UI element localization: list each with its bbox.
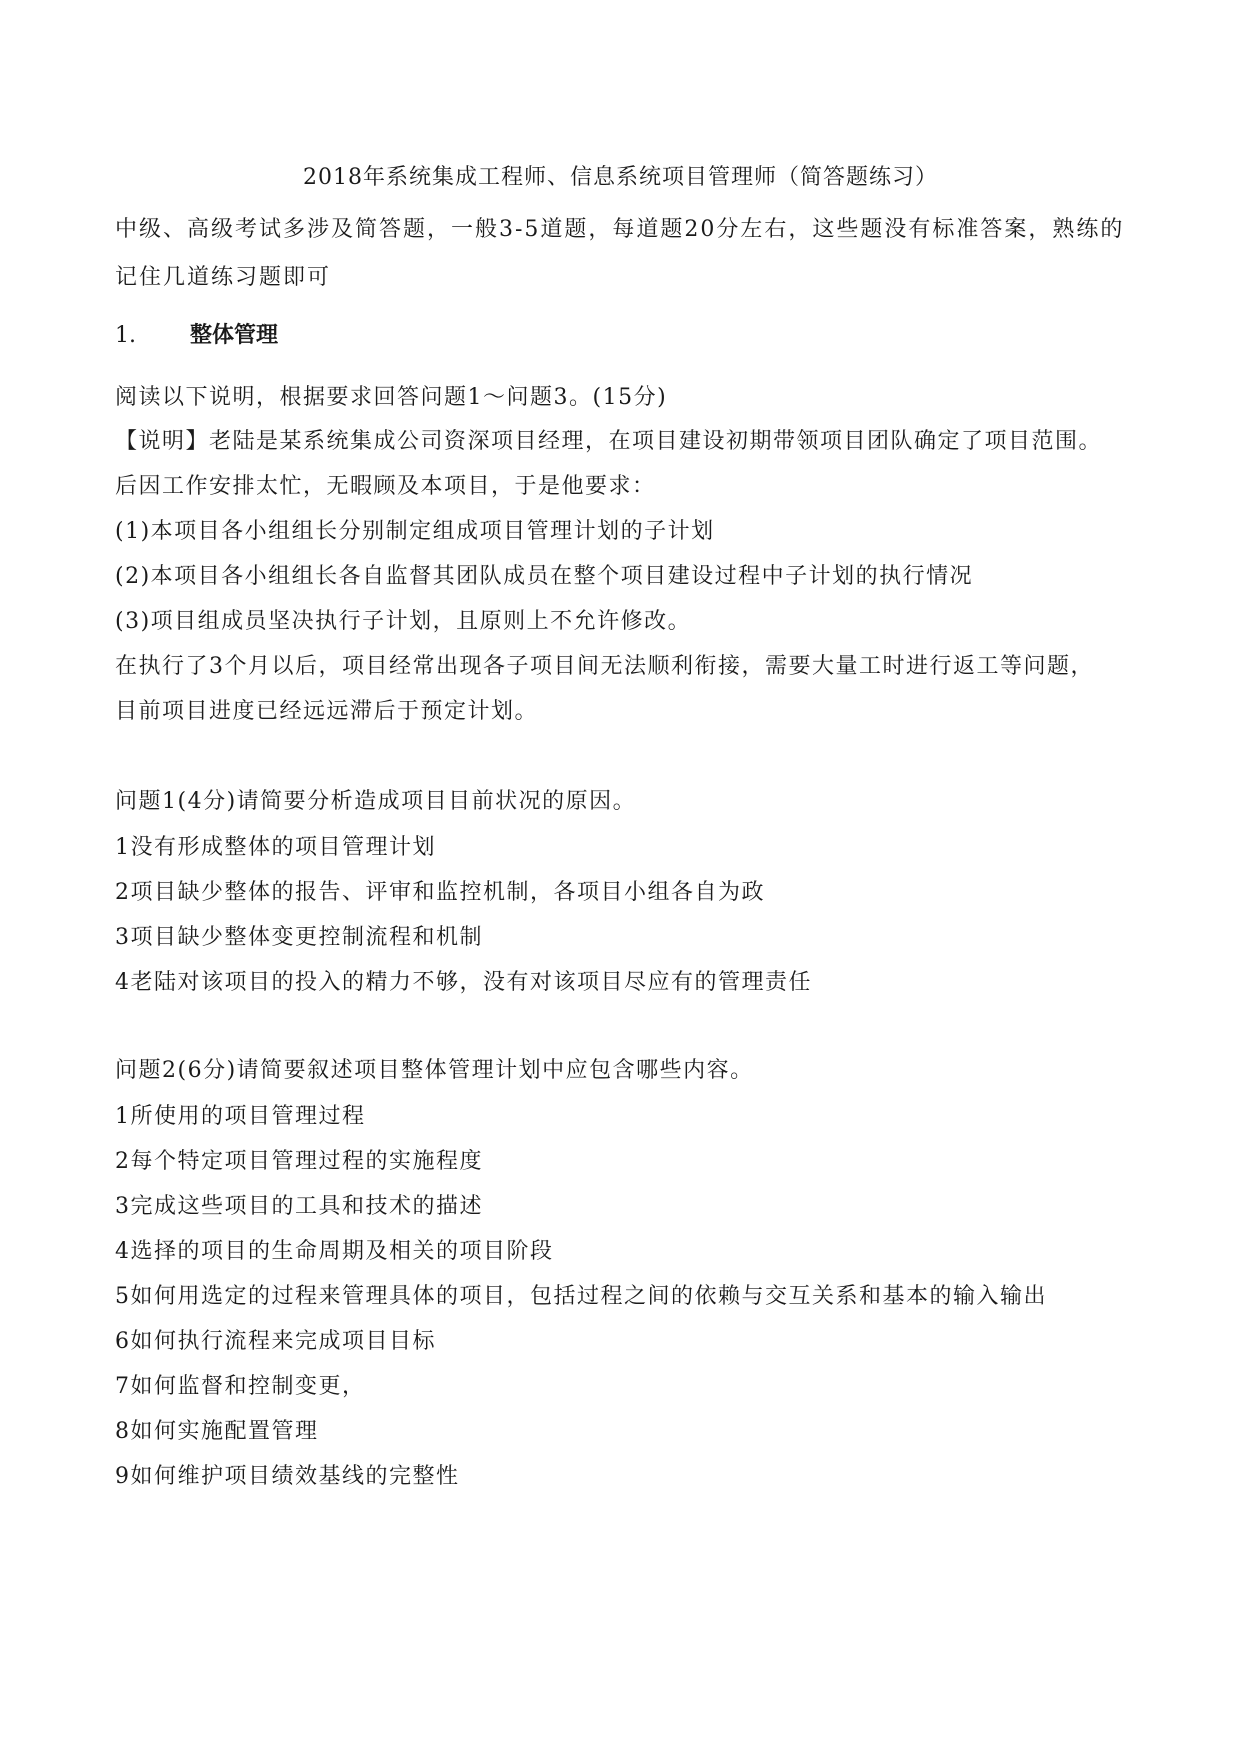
question-2: 问题2(6分)请简要叙述项目整体管理计划中应包含哪些内容。 [115, 1058, 754, 1083]
answer-item: 8如何实施配置管理 [115, 1419, 319, 1444]
answer-item: 1没有形成整体的项目管理计划 [115, 835, 436, 860]
case-prompt: 阅读以下说明，根据要求回答问题1～问题3。(15分) [115, 385, 668, 410]
answer-item: 2每个特定项目管理过程的实施程度 [115, 1149, 483, 1174]
answer-item: 3完成这些项目的工具和技术的描述 [115, 1194, 483, 1219]
section-number: 1. [115, 323, 136, 348]
answer-item: 4老陆对该项目的投入的精力不够，没有对该项目尽应有的管理责任 [115, 970, 812, 995]
answer-item: 6如何执行流程来完成项目目标 [115, 1329, 436, 1354]
question-1: 问题1(4分)请简要分析造成项目目前状况的原因。 [115, 789, 637, 814]
section-heading [115, 318, 278, 349]
case-description-line: 后因工作安排太忙，无暇顾及本项目，于是他要求： [115, 474, 656, 499]
case-outcome-line: 目前项目进度已经远远滞后于预定计划。 [115, 699, 539, 724]
answer-item: 2项目缺少整体的报告、评审和监控机制，各项目小组各自为政 [115, 880, 765, 905]
intro-paragraph: 中级、高级考试多涉及简答题，一般3-5道题，每道题20分左右，这些题没有标准答案，熟练的记住几道练习题即可 [115, 217, 1125, 290]
case-description-line: 【说明】老陆是某系统集成公司资深项目经理，在项目建设初期带领项目团队确定了项目范围。 [115, 429, 1103, 454]
section-title: 整体管理 [190, 323, 279, 348]
case-outcome-line: 在执行了3个月以后，项目经常出现各子项目间无法顺利衔接，需要大量工时进行返工等问题， [115, 654, 1095, 679]
answer-item: 7如何监督和控制变更， [115, 1374, 366, 1399]
answer-item: 5如何用选定的过程来管理具体的项目，包括过程之间的依赖与交互关系和基本的输入输出 [115, 1284, 1048, 1309]
answer-item: 4选择的项目的生命周期及相关的项目阶段 [115, 1239, 554, 1264]
requirement-item: (2)本项目各小组组长各自监督其团队成员在整个项目建设过程中子计划的执行情况 [115, 564, 974, 589]
answer-item: 1所使用的项目管理过程 [115, 1104, 366, 1129]
requirement-item: (3)项目组成员坚决执行子计划，且原则上不允许修改。 [115, 609, 692, 634]
page-title: 2018年系统集成工程师、信息系统项目管理师（简答题练习） [303, 165, 938, 190]
answer-item: 3项目缺少整体变更控制流程和机制 [115, 925, 483, 950]
answer-item: 9如何维护项目绩效基线的完整性 [115, 1464, 460, 1489]
requirement-item: (1)本项目各小组组长分别制定组成项目管理计划的子计划 [115, 519, 715, 544]
